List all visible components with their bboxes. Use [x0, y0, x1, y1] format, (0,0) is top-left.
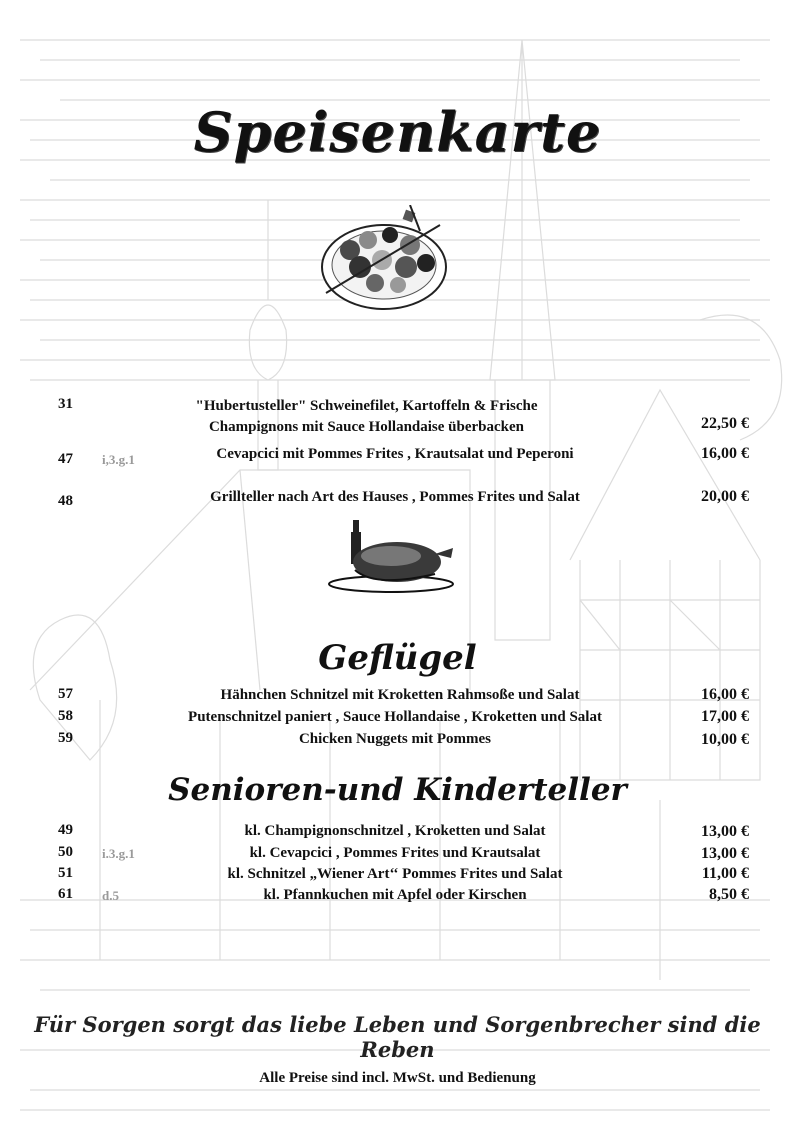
item-description-line-1: "Hubertusteller" Schweinefilet, Kartoffeln & Frische [195, 398, 538, 414]
item-price: 22,50 € [701, 415, 749, 432]
item-description: Grillteller nach Art des Hauses , Pommes Frites und Salat [210, 489, 580, 505]
item-number: 61 [58, 886, 73, 902]
item-number: 51 [58, 865, 73, 881]
menu-item-description [120, 396, 613, 438]
section-heading-seniors-kids: Senioren-und Kinderteller [168, 772, 627, 808]
item-description: kl. Champignonschnitzel , Kroketten und Salat [244, 823, 546, 839]
item-price: 20,00 € [701, 488, 749, 505]
item-number: 50 [58, 844, 73, 860]
roast-chicken-illustration [325, 518, 457, 594]
item-description-line-2: Champignons mit Sauce Hollandaise überbacken [208, 419, 525, 435]
item-number: 47 [58, 451, 73, 467]
motto: Für Sorgen sorgt das liebe Leben und Sorgenbrecher sind die Reben [34, 1012, 761, 1062]
section-heading-poultry: Geflügel [318, 638, 477, 678]
item-description: Chicken Nuggets mit Pommes [298, 731, 492, 747]
item-description: Hähnchen Schnitzel mit Kroketten Rahmsoße und Salat [220, 687, 580, 703]
item-description: Cevapcici mit Pommes Frites , Krautsalat und Peperoni [216, 446, 574, 462]
allergen-code: i,3.g.1 [102, 452, 135, 467]
item-price: 17,00 € [701, 708, 749, 725]
item-price: 11,00 € [701, 865, 749, 882]
item-number: 48 [58, 493, 73, 509]
item-number: 59 [58, 730, 73, 746]
allergen-code: i.3.g.1 [102, 846, 135, 861]
item-price: 8,50 € [709, 886, 749, 903]
item-price: 13,00 € [701, 845, 749, 862]
item-number: 58 [58, 708, 73, 724]
grill-plate-illustration [320, 205, 450, 313]
item-description: kl. Schnitzel „Wiener Art‘‘ Pommes Frites und Salat [227, 866, 563, 882]
item-price: 16,00 € [701, 445, 749, 462]
item-price: 10,00 € [701, 731, 749, 748]
item-price: 16,00 € [701, 686, 749, 703]
item-number: 49 [58, 822, 73, 838]
item-description: kl. Pfannkuchen mit Apfel oder Kirschen [263, 887, 527, 903]
price-note: Alle Preise sind incl. MwSt. und Bedienung [259, 1070, 536, 1086]
item-number: 57 [58, 686, 73, 702]
item-number: 31 [58, 396, 73, 412]
item-description: kl. Cevapcici , Pommes Frites und Krautsalat [249, 845, 541, 861]
item-price: 13,00 € [701, 823, 749, 840]
allergen-code: d.5 [102, 888, 119, 903]
item-description: Putenschnitzel paniert , Sauce Hollandaise , Kroketten und Salat [188, 709, 602, 725]
menu-title: Speisenkarte [193, 100, 602, 164]
